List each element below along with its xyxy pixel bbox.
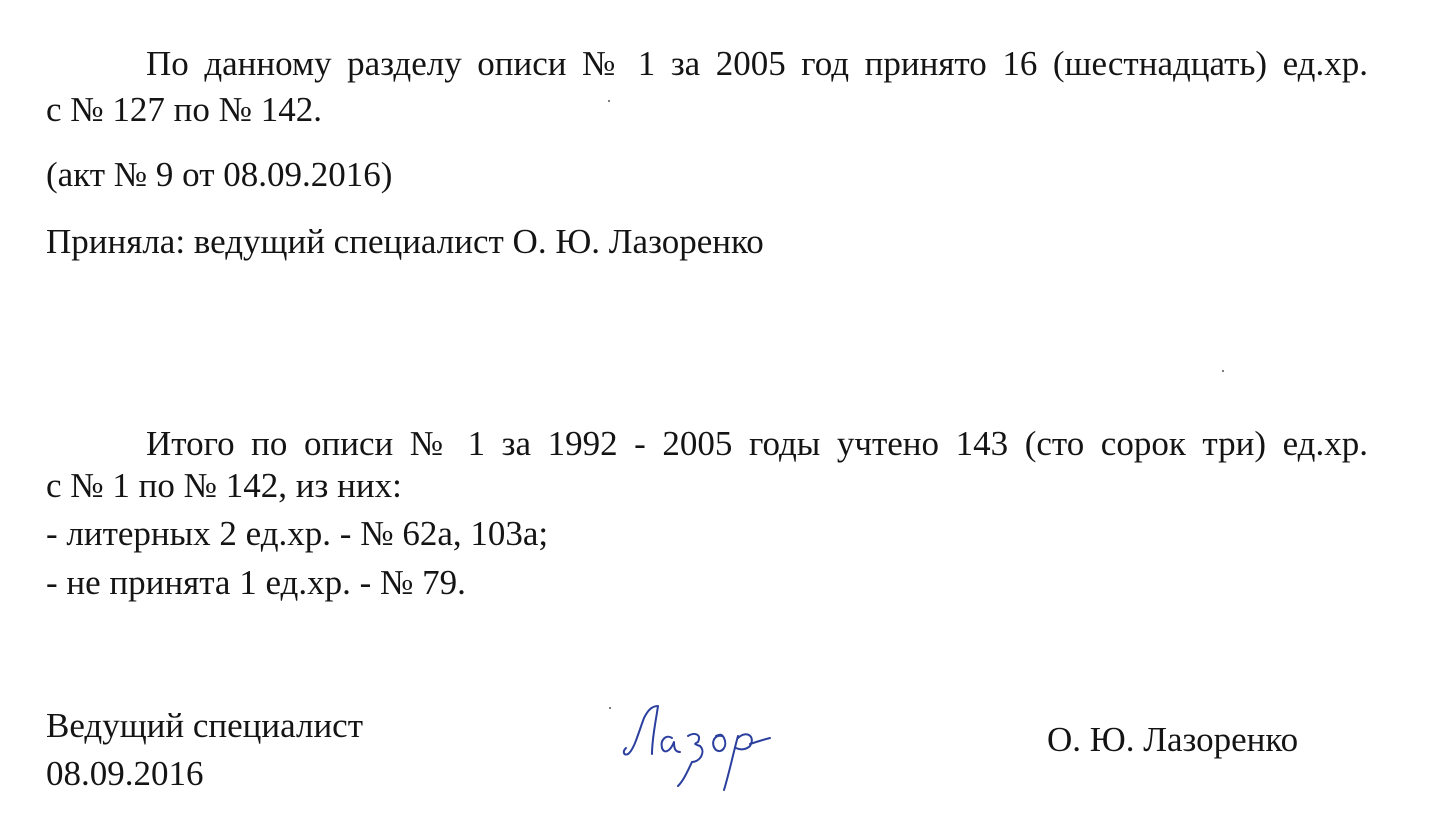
signature-date: 08.09.2016 [46,754,204,793]
handwritten-signature [612,690,792,810]
signer-name: О. Ю. Лазоренко [1047,720,1299,759]
scan-speck [608,100,610,102]
scan-speck [609,707,611,709]
total-item-literal: - литерных 2 ед.хр. - № 62а, 103а; [46,514,549,553]
total-item-not-accepted: - не принята 1 ед.хр. - № 79. [46,563,466,602]
total-line-1: Итого по описи № 1 за 1992 - 2005 годы учтено 143 (сто сорок три) ед.хр. [146,424,1368,463]
signer-position: Ведущий специалист [46,706,364,745]
section-summary-line-1: По данному разделу описи № 1 за 2005 год принято 16 (шестнадцать) ед.хр. [146,44,1368,83]
accepted-by-line: Приняла: ведущий специалист О. Ю. Лазоренко [46,222,764,261]
act-reference: (акт № 9 от 08.09.2016) [46,155,393,194]
total-line-2: с № 1 по № 142, из них: [46,466,402,505]
section-summary-line-2: с № 127 по № 142. [46,90,323,129]
scan-speck [1222,370,1224,372]
